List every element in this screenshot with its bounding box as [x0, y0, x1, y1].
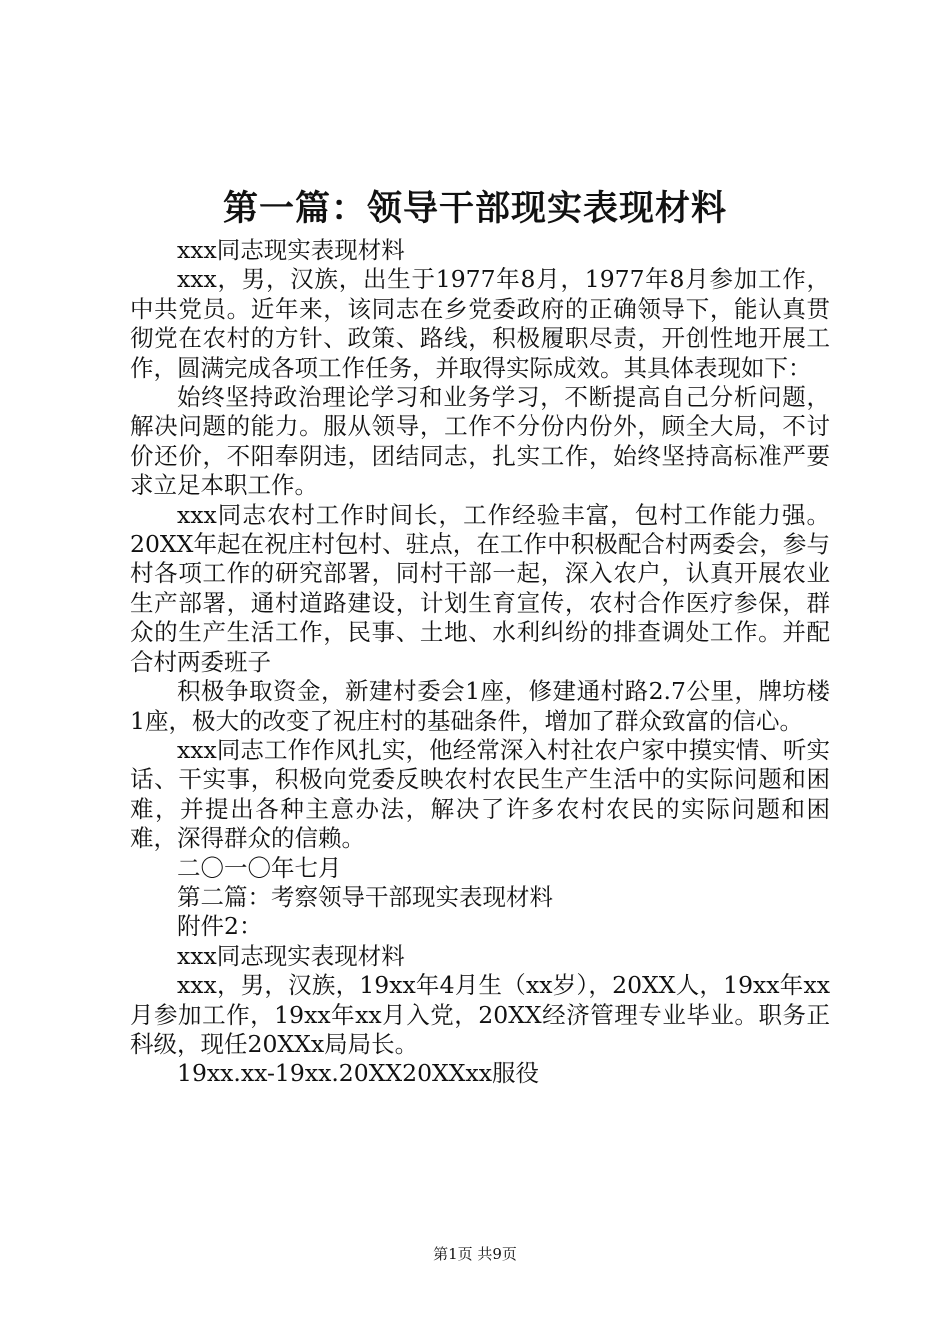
paragraph-profile-1: xxx，男，汉族，出生于1977年8月，1977年8月参加工作，中共党员。近年来，该同志在乡党委政府的正确领导下，能认真贯彻党在农村的方针、政策、路线，积极履职尽责，开创性地开展工作，圆满完成各项工作任务，并取得实际成效。其具体表现如下： [130, 265, 830, 382]
paragraph-heading-2: xxx同志现实表现材料 [177, 941, 405, 970]
paragraph-heading-1: xxx同志现实表现材料 [177, 236, 405, 264]
paragraph-study: 始终坚持政治理论学习和业务学习，不断提高自己分析问题，解决问题的能力。服从领导，工作不分份内份外，顾全大局，不讨价还价，不阳奉阴违，团结同志，扎实工作，始终坚持高标准严要求立足本职工作。 [130, 383, 830, 500]
paragraph-funding: 积极争取资金，新建村委会1座，修建通村路2.7公里，牌坊楼1座，极大的改变了祝庄村的基础条件，增加了群众致富的信心。 [130, 677, 830, 735]
page-title: 第一篇：领导干部现实表现材料 [222, 188, 727, 229]
paragraph-work-style: xxx同志工作作风扎实，他经常深入村社农户家中摸实情、听实话、干实事，积极向党委反映农村农民生产生活中的实际问题和困难，并提出各种主意办法，解决了许多农村农民的实际问题和困难，深得群众的信赖。 [130, 735, 830, 853]
paragraph-service: 19xx.xx-19xx.20XX20XXxx服役 [177, 1059, 540, 1088]
paragraph-profile-2: xxx，男，汉族，19xx年4月生（xx岁），20XX人，19xx年xx月参加工作，19xx年xx月入党，20XX经济管理专业毕业。职务正科级，现任20XXx局局长。 [130, 971, 830, 1058]
paragraph-village-work: xxx同志农村工作时间长，工作经验丰富，包村工作能力强。20XX年起在祝庄村包村、驻点，在工作中积极配合村两委会，参与村各项工作的研究部署，同村干部一起，深入农户，认真开展农业生产部署，通村道路建设，计划生育宣传，农村合作医疗参保，群众的生产生活工作，民事、土地、水利纠纷的排查调处工作。并配合村两委班子 [130, 500, 830, 676]
page-footer: 第1页 共9页 [433, 1245, 517, 1263]
paragraph-attachment: 附件2： [177, 912, 263, 941]
paragraph-second-title: 第二篇：考察领导干部现实表现材料 [177, 882, 553, 911]
document-body [130, 236, 830, 1089]
paragraph-date: 二〇一〇年七月 [177, 853, 342, 882]
